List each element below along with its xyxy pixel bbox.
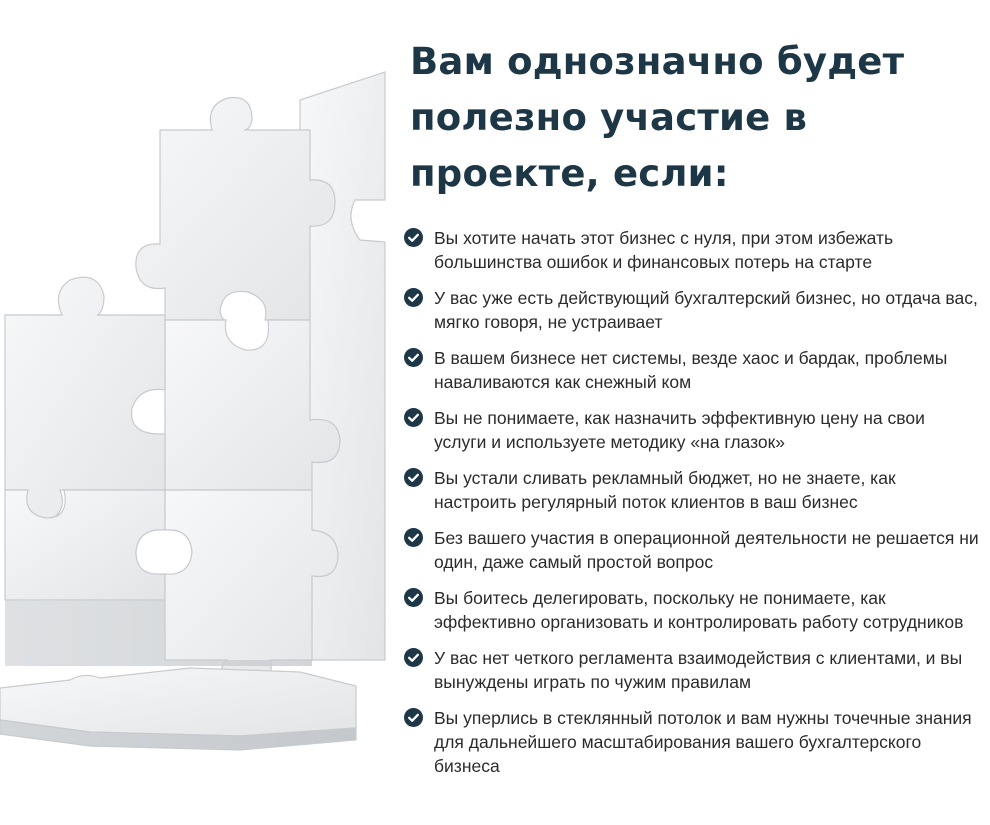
check-circle-icon	[404, 468, 423, 487]
list-item	[410, 526, 980, 574]
list-item	[410, 226, 980, 274]
puzzle-illustration	[0, 60, 390, 825]
list-item-text: Вы уперлись в стеклянный потолок и вам нужны точечные знания для дальнейшего масштабирования вашего бухгалтерского бизнеса	[434, 708, 972, 776]
check-circle-icon	[404, 588, 423, 607]
list-item	[410, 346, 980, 394]
list-item-text: У вас нет четкого регламента взаимодействия с клиентами, и вы вынуждены играть по чужим правилам	[434, 648, 963, 692]
list-item	[410, 286, 980, 334]
check-circle-icon	[404, 408, 423, 427]
check-circle-icon	[404, 228, 423, 247]
benefits-section	[410, 34, 980, 790]
check-circle-icon	[404, 708, 423, 727]
list-item-text: Вы хотите начать этот бизнес с нуля, при этом избежать большинства ошибок и финансовых потерь на старте	[434, 228, 894, 272]
puzzle-pieces-image	[0, 60, 390, 825]
list-item-text: Без вашего участия в операционной деятельности не решается ни один, даже самый простой вопрос	[434, 528, 979, 572]
list-item	[410, 706, 980, 778]
list-item-text: Вы боитесь делегировать, поскольку не понимаете, как эффективно организовать и контролировать работу сотрудников	[434, 588, 964, 632]
list-item	[410, 466, 980, 514]
check-circle-icon	[404, 528, 423, 547]
list-item-text: В вашем бизнесе нет системы, везде хаос и бардак, проблемы наваливаются как снежный ком	[434, 348, 948, 392]
check-circle-icon	[404, 288, 423, 307]
list-item-text: У вас уже есть действующий бухгалтерский бизнес, но отдача вас, мягко говоря, не устраивает	[434, 288, 978, 332]
list-item	[410, 406, 980, 454]
check-circle-icon	[404, 348, 423, 367]
list-item	[410, 586, 980, 634]
benefits-checklist	[410, 226, 980, 778]
check-circle-icon	[404, 648, 423, 667]
page-title: Вам однозначно будет полезно участие в проекте, если:	[410, 40, 905, 195]
list-item-text: Вы не понимаете, как назначить эффективную цену на свои услуги и используете методику «на глазок»	[434, 408, 925, 452]
list-item-text: Вы устали сливать рекламный бюджет, но не знаете, как настроить регулярный поток клиентов в ваш бизнес	[434, 468, 896, 512]
list-item	[410, 646, 980, 694]
